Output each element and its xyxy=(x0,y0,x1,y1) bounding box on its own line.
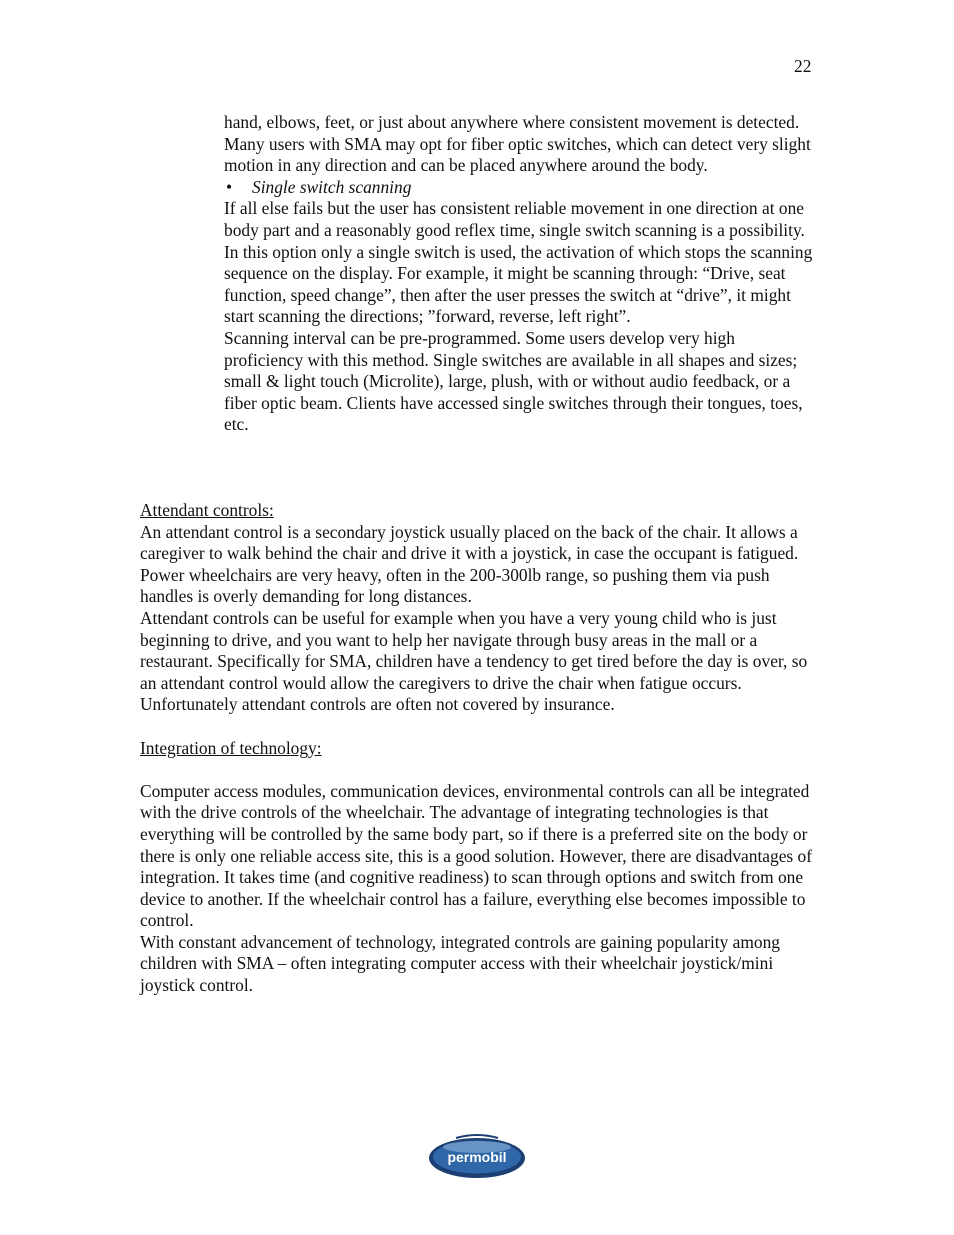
paragraph: hand, elbows, feet, or just about anywhere where consistent movement is detected. Many users with SMA may opt for fiber optic switches, which can detect very slight motion in any direction and can be placed anywhere around the body. xyxy=(224,112,811,176)
section-heading: Integration of technology: xyxy=(140,737,322,758)
paragraph-spacer xyxy=(140,759,816,781)
bullet-item xyxy=(224,177,816,199)
indented-block xyxy=(224,112,816,436)
paragraph-spacer xyxy=(140,716,816,738)
paragraph: Attendant controls can be useful for example when you have a very young child who is just beginning to drive, and you want to help her navigate through busy areas in the mall or a restaurant. Specifically for SMA, children have a tendency to get tired before the day is over, so an attendant control would allow the caregivers to drive the chair when fatigue occurs. Unfortunately attendant controls are often not covered by insurance. xyxy=(140,607,808,715)
paragraph: With constant advancement of technology, integrated controls are gaining popularity among children with SMA – often integrating computer access with their wheelchair joystick/mini joystick control. xyxy=(140,931,780,996)
permobil-logo xyxy=(428,1134,526,1180)
main-content xyxy=(140,500,816,997)
attendant-controls-section xyxy=(140,500,816,716)
bullet-label: Single switch scanning xyxy=(252,176,412,197)
bullet-symbol: • xyxy=(226,176,233,197)
paragraph: Computer access modules, communication devices, environmental controls can all be integrated with the drive controls of the wheelchair. The advantage of integrating technologies is that everything will be controlled by the same body part, so if there is a preferred site on the body or there is only one reliable access site, this is a good solution. However, there are disadvantages of integration. It takes time (and cognitive readiness) to scan through options and switch from one device to another. If the wheelchair control has a failure, everything else becomes impossible to control. xyxy=(140,780,813,931)
paragraph: Scanning interval can be pre-programmed. Some users develop very high proficiency with this method. Single switches are available in all shapes and sizes; small & light touch (Microlite), large, plush, with or without audio feedback, or a fiber optic beam. Clients have accessed single switches through their tongues, toes, etc. xyxy=(224,327,803,435)
integration-section xyxy=(140,738,816,997)
permobil-logo-icon xyxy=(428,1134,526,1180)
section-heading: Attendant controls: xyxy=(140,500,274,520)
page-number: 22 xyxy=(794,56,812,76)
paragraph: An attendant control is a secondary joystick usually placed on the back of the chair. It allows a caregiver to walk behind the chair and drive it with a joystick, in case the occupant is fatigued. Power wheelchairs are very heavy, often in the 200-300lb range, so pushing them via push handles is overly demanding for long distances. xyxy=(140,521,799,607)
paragraph: If all else fails but the user has consistent reliable movement in one direction at one body part and a reasonably good reflex time, single switch scanning is a possibility. In this option only a single switch is used, the activation of which stops the scanning sequence on the display. For example, it might be scanning through: “Drive, seat function, speed change”, then after the user presses the switch at “drive”, it might start scanning the directions; ”forward, reverse, left right”. xyxy=(224,198,813,327)
svg-text:permobil: permobil xyxy=(447,1149,507,1165)
